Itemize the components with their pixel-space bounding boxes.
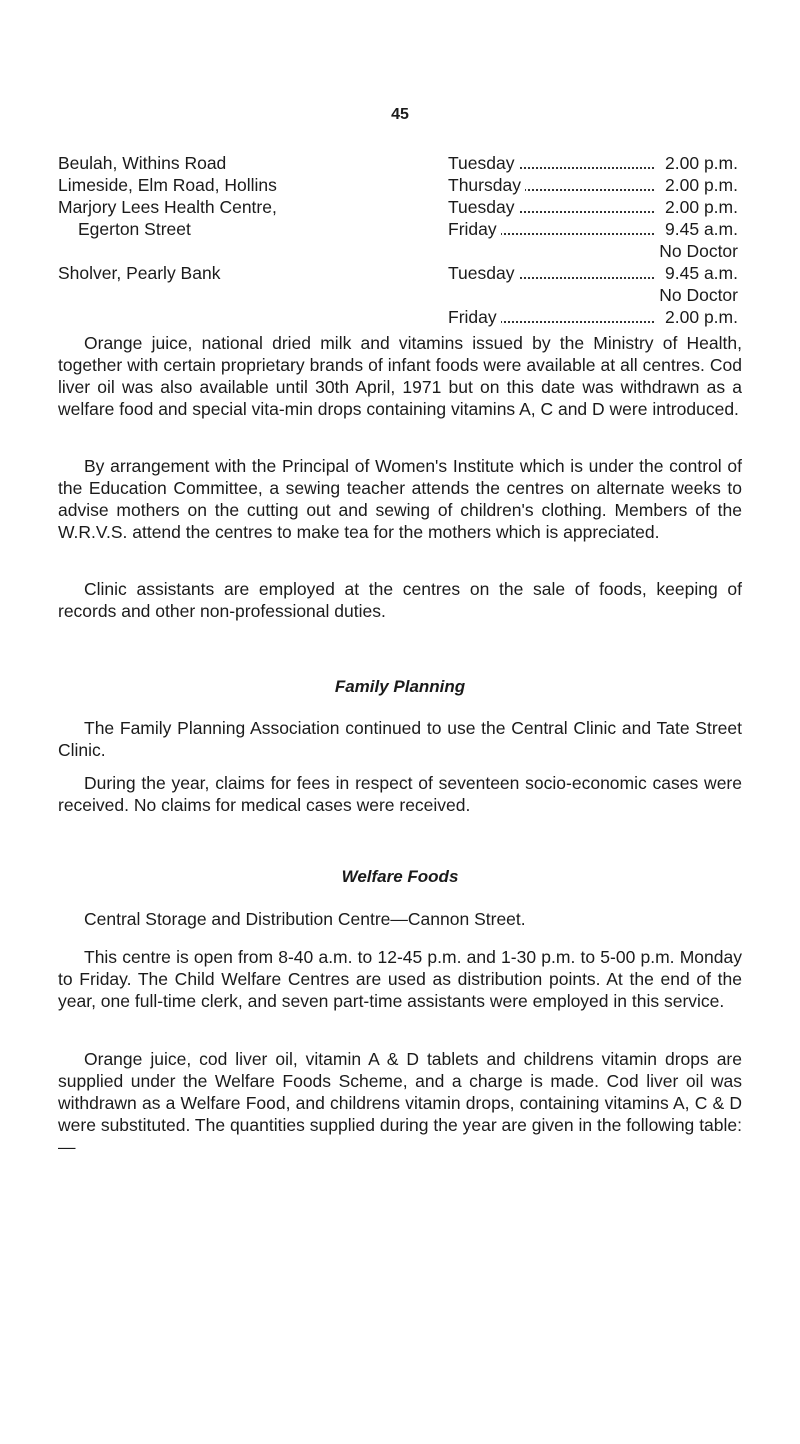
clinic-note-row (58, 284, 738, 306)
clinic-day: Thursday (448, 175, 525, 195)
clinic-row (58, 262, 738, 284)
clinic-row (58, 152, 738, 174)
clinic-day: Tuesday (448, 197, 518, 217)
paragraph-womens-institute: By arrangement with the Principal of Women's Institute which is under the control of the Education Committee, a sewing teacher attends the centres on alternate weeks to advise mothers on the cutting out and sewing of children's clothing. Members of the W.R.V.S. attend the centres to make tea for the mothers which is appreciated. (58, 456, 742, 542)
clinic-note-row (58, 240, 738, 262)
clinic-name (58, 306, 448, 328)
no-doctor-note: No Doctor (659, 285, 738, 305)
clinic-schedule-table (58, 152, 738, 328)
paragraph-supplies: Orange juice, cod liver oil, vitamin A & D tablets and childrens vitamin drops are supplied under the Welfare Foods Scheme, and a charge is made. Cod liver oil was withdrawn as a Welfare Food, and childrens vitamin drops, containing vitamins A, C & D were substituted. The quantities supplied during the year are given in the following table:— (58, 1049, 742, 1157)
heading-family-planning: Family Planning (334, 677, 466, 696)
clinic-name: Marjory Lees Health Centre, (58, 197, 277, 217)
clinic-day: Friday (448, 307, 501, 327)
storage-centre-line: Central Storage and Distribution Centre—Cannon Street. (84, 909, 526, 929)
heading-welfare-foods: Welfare Foods (341, 867, 459, 886)
paragraph-clinic-assistants: Clinic assistants are employed at the centres on the sale of foods, keeping of records and other non-professional duties. (58, 579, 742, 621)
clinic-row (58, 174, 738, 196)
clinic-name: Sholver, Pearly Bank (58, 263, 221, 283)
clinic-name: Beulah, Withins Road (58, 153, 227, 173)
clinic-time: 9.45 a.m. (665, 263, 738, 283)
paragraph-family-planning-association: The Family Planning Association continued to use the Central Clinic and Tate Street Clinic. (58, 718, 742, 760)
no-doctor-note: No Doctor (659, 241, 738, 261)
clinic-time: 2.00 p.m. (665, 307, 738, 327)
clinic-day: Tuesday (448, 153, 518, 173)
clinic-row (58, 306, 738, 328)
clinic-time: 2.00 p.m. (665, 153, 738, 173)
clinic-day-cell (448, 262, 654, 284)
clinic-name: Limeside, Elm Road, Hollins (58, 175, 277, 195)
page-number: 45 (391, 106, 409, 123)
clinic-day: Tuesday (448, 263, 518, 283)
clinic-name: Egerton Street (78, 219, 191, 239)
clinic-time: 2.00 p.m. (665, 197, 738, 217)
clinic-day-cell (448, 218, 654, 240)
paragraph-orange-juice: Orange juice, national dried milk and vitamins issued by the Ministry of Health, together with certain proprietary brands of infant foods were available at all centres. Cod liver oil was also available until 30th April, 1971 but on this date was withdrawn as a welfare food and special vita-min drops containing vitamins A, C and D were introduced. (58, 333, 742, 419)
clinic-row (58, 218, 738, 240)
paragraph-centre-hours: This centre is open from 8-40 a.m. to 12-45 p.m. and 1-30 p.m. to 5-00 p.m. Monday to Friday. The Child Welfare Centres are used as distribution points. At the end of the year, one full-time clerk, and seven part-time assistants were employed in this service. (58, 947, 742, 1011)
paragraph-claims: During the year, claims for fees in respect of seventeen socio-economic cases were received. No claims for medical cases were received. (58, 773, 742, 815)
clinic-day-cell (448, 196, 654, 218)
clinic-day-cell (448, 174, 654, 196)
clinic-row (58, 196, 738, 218)
clinic-day-cell (448, 152, 654, 174)
clinic-day: Friday (448, 219, 501, 239)
clinic-time: 9.45 a.m. (665, 219, 738, 239)
clinic-day-cell (448, 306, 654, 328)
clinic-time: 2.00 p.m. (665, 175, 738, 195)
